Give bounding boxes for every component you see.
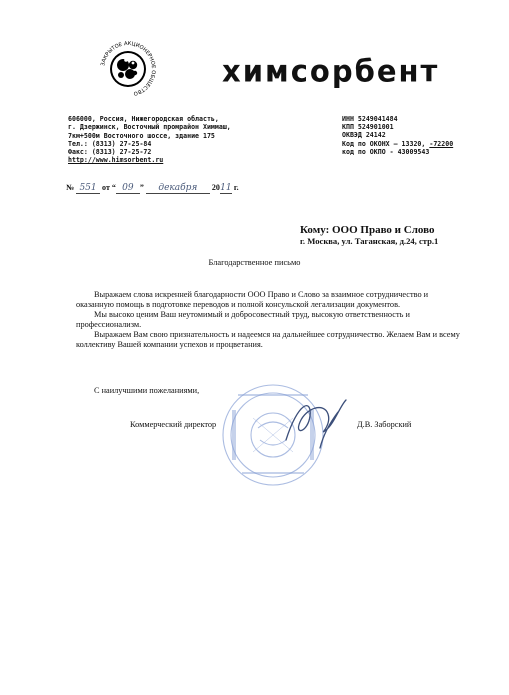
letter-paragraph: Выражаем Вам свою признательность и надеемся на дальнейшее сотрудничество. Желаем Вам и всему коллективу Вашей компании успехов и процветания. [76,330,460,349]
address-line: г. Дзержинск, Восточный промрайон Химмаш, [68,123,231,132]
address-line: 7км+500м Восточного шоссе, здание 175 [68,131,215,140]
outgoing-reference-line: № 551 от “ 09 ” декабря 2011 г. [66,183,239,193]
inn-code: ИНН 5249041484 [342,115,398,123]
okpo-code: код по ОКПО - 43009543 [342,147,430,156]
okved-code: ОКВЭД 24142 [342,131,386,140]
address-line: 606000, Россия, Нижегородская область, [68,115,219,123]
recipient-address: г. Москва, ул. Таганская, д.24, стр.1 [300,236,439,246]
okonh-code: Код по ОКОНХ – 13320, -72200 [342,139,454,148]
signer-name: Д.В. Заборский [357,420,412,429]
reference-number: 551 [76,183,100,194]
closing-phrase: С наилучшими пожеланиями, [94,386,200,395]
letter-title: Благодарственное письмо [208,258,301,267]
handwritten-signature [280,392,354,450]
letter-paragraph: Выражаем слова искренней благодарности ООО Право и Слово за взаимное сотрудничество и оказанную помощь в подготовке переводов и полной консульской легализации документов. [76,290,429,309]
reference-year: 11 [220,183,232,193]
phone-line: Тел.: (8313) 27-25-84 [68,139,152,148]
company-address-block [68,115,288,165]
signer-title: Коммерческий директор [130,420,217,429]
kpp-code: КПП 524901001 [342,123,394,132]
reference-number-label: № [66,183,75,192]
recipient-name: Кому: ООО Право и Слово [300,224,435,236]
fax-line: Факс: (8313) 27-25-72 [68,148,152,157]
company-registration-codes [342,115,502,156]
website-link[interactable]: http://www.himsorbent.ru [68,156,164,165]
reference-month: декабря [146,183,210,194]
letter-paragraph: Мы высоко ценим Ваш неутомимый и добросовестный труд, высокую ответственность и профессионализм. [76,310,410,329]
letter-body [76,290,461,350]
company-brand-name: химсорбент [222,53,440,89]
reference-day: 09 [116,183,140,194]
company-emblem-logo [97,38,159,100]
emblem-ring-text: ЗАКРЫТОЕ АКЦИОНЕРНОЕ ОБЩЕСТВО [100,40,157,97]
reference-date-label: от “ [102,183,116,192]
